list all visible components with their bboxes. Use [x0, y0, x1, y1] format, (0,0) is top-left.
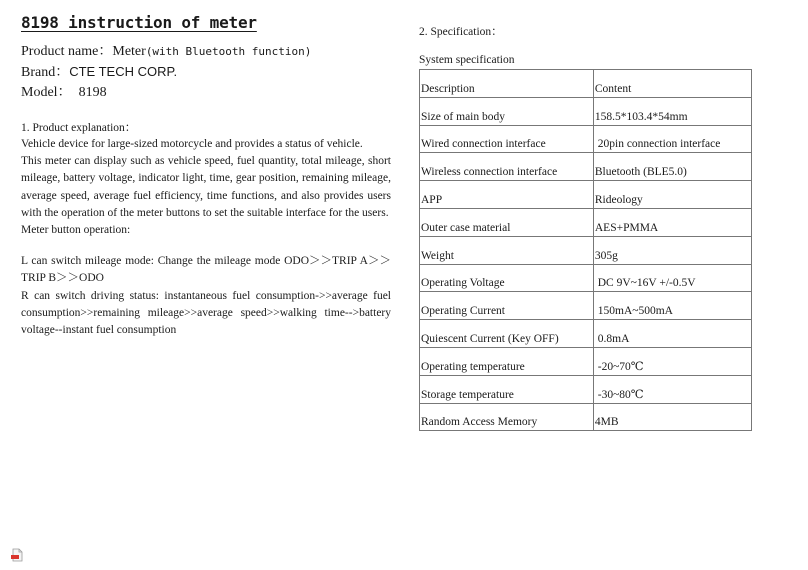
left-column	[21, 12, 391, 339]
brand-row	[21, 62, 391, 83]
spec-row	[420, 320, 752, 348]
button-l-description: L can switch mileage mode: Change the mileage mode ODO＞＞TRIP A＞＞TRIP B＞＞ODO	[21, 255, 391, 285]
spec-value-cell: 0.8mA	[593, 320, 751, 348]
spec-value-cell: AES+PMMA	[593, 208, 751, 236]
spec-value-cell: Rideology	[593, 181, 751, 209]
spec-value-cell: 150mA~500mA	[593, 292, 751, 320]
button-r-description: R can switch driving status: instantaneous fuel consumption->>average fuel consumption>>remaining mileage>>average speed>>walking time-->battery voltage--instant fuel consumption	[21, 289, 391, 337]
spec-row	[420, 208, 752, 236]
spec-label-cell: Wired connection interface	[420, 125, 594, 153]
spec-value-cell: 4MB	[593, 403, 751, 431]
spec-row	[420, 403, 752, 431]
document-title: 8198 instruction of meter	[21, 13, 257, 32]
spec-label-cell: Storage temperature	[420, 375, 594, 403]
specification-table	[419, 69, 752, 431]
spec-value-cell: -20~70℃	[593, 347, 751, 375]
explanation-paragraph-1: Vehicle device for large-sized motorcycle and provides a status of vehicle.	[21, 138, 363, 150]
spec-label-cell: Wireless connection interface	[420, 153, 594, 181]
spec-value-cell: 158.5*103.4*54mm	[593, 97, 751, 125]
right-column	[419, 24, 753, 431]
spec-label-cell: Description	[420, 70, 594, 98]
product-name-extra: (with Bluetooth function)	[145, 45, 312, 58]
product-name-label: Product name：	[21, 44, 113, 59]
paragraph-gap	[21, 239, 391, 253]
spec-label-cell: Weight	[420, 236, 594, 264]
spec-row	[420, 125, 752, 153]
spec-label-cell: Random Access Memory	[420, 403, 594, 431]
spec-label-cell: APP	[420, 181, 594, 209]
product-meta	[21, 42, 391, 103]
spec-label-cell: Operating Current	[420, 292, 594, 320]
spec-row	[420, 347, 752, 375]
pdf-file-icon	[10, 548, 24, 562]
button-operation-heading: Meter button operation:	[21, 224, 131, 237]
spec-label-cell: Quiescent Current (Key OFF)	[420, 320, 594, 348]
spec-value-cell: 20pin connection interface	[593, 125, 751, 153]
spec-value-cell: Bluetooth (BLE5.0)	[593, 153, 751, 181]
specification-heading: 2. Specification：	[419, 26, 503, 38]
product-name-row	[21, 42, 391, 62]
spec-row	[420, 153, 752, 181]
spec-label-cell: Outer case material	[420, 208, 594, 236]
explanation-heading: 1. Product explanation：	[21, 122, 137, 134]
brand-value: CTE TECH CORP.	[69, 64, 178, 79]
spec-row	[420, 70, 752, 98]
spec-row	[420, 264, 752, 292]
product-name-value: Meter	[112, 44, 146, 59]
spec-value-cell: -30~80℃	[593, 375, 751, 403]
spec-row	[420, 97, 752, 125]
spec-row	[420, 236, 752, 264]
model-value: 8198	[78, 85, 107, 100]
spec-row	[420, 292, 752, 320]
spec-value-cell: DC 9V~16V +/-0.5V	[593, 264, 751, 292]
system-specification-label: System specification	[419, 54, 515, 66]
spec-label-cell: Operating Voltage	[420, 264, 594, 292]
spec-label-cell: Size of main body	[420, 97, 594, 125]
explanation-paragraph-2: This meter can display such as vehicle speed, fuel quantity, total mileage, short mileage, battery voltage, indicator light, time, gear position, remaining mileage, average speed, average fuel efficiency, time functions, and also provides users with the operation of the meter buttons to set the suitable interface for the users.	[21, 155, 391, 219]
model-label: Model：	[21, 85, 72, 100]
spec-value-cell: 305g	[593, 236, 751, 264]
specification-table-body	[420, 70, 752, 431]
brand-label: Brand：	[21, 65, 70, 80]
spec-row	[420, 181, 752, 209]
spec-label-cell: Operating temperature	[420, 347, 594, 375]
spec-value-cell: Content	[593, 70, 751, 98]
model-row	[21, 83, 391, 103]
spec-row	[420, 375, 752, 403]
